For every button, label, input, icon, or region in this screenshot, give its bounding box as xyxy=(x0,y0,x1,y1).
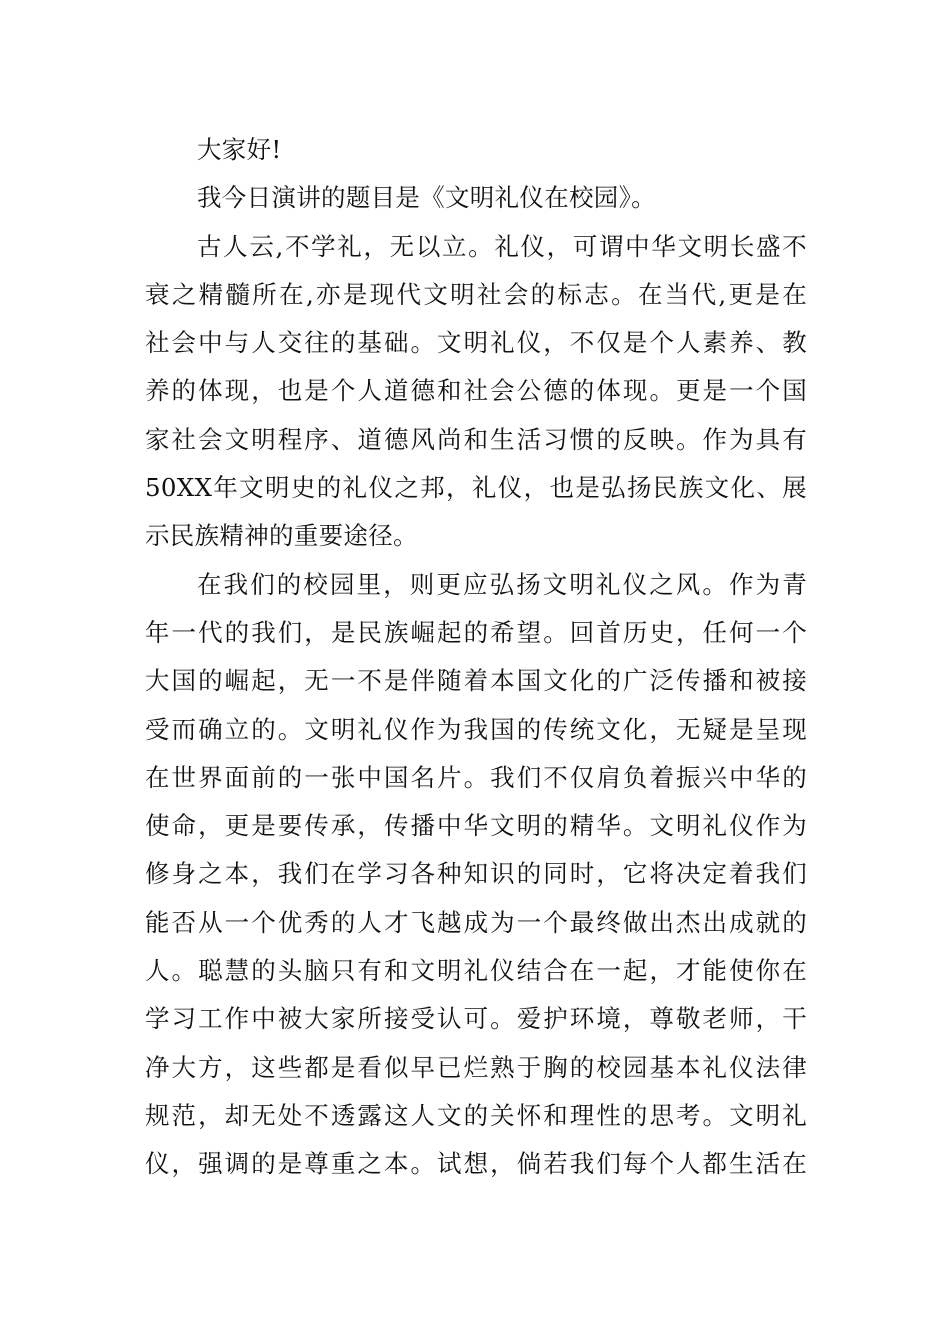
text-line: 养的体现，也是个人道德和社会公德的体现。更是一个国 xyxy=(145,376,807,406)
paragraph-campus-etiquette xyxy=(145,561,807,1189)
text-line: 古人云,不学礼，无以立。礼仪，可谓中华文明长盛不 xyxy=(197,231,807,261)
text-line: 在我们的校园里，则更应弘扬文明礼仪之风。作为青 xyxy=(197,569,807,599)
text-line: 50XX年文明史的礼仪之邦，礼仪，也是弘扬民族文化、展 xyxy=(145,473,807,503)
paragraph-etiquette-importance xyxy=(145,223,807,561)
text-line: 学习工作中被大家所接受认可。爱护环境，尊敬老师，干 xyxy=(145,1004,807,1034)
text-line: 人。聪慧的头脑只有和文明礼仪结合在一起，才能使你在 xyxy=(145,956,807,986)
text-line: 能否从一个优秀的人才飞越成为一个最终做出杰出成就的 xyxy=(145,907,807,937)
text-line: 大家好! xyxy=(197,135,282,164)
text-line: 示民族精神的重要途径。 xyxy=(145,521,418,551)
text-line: 修身之本，我们在学习各种知识的同时，它将决定着我们 xyxy=(145,859,807,889)
text-line: 社会中与人交往的基础。文明礼仪，不仅是个人素养、教 xyxy=(145,328,807,358)
text-line: 大国的崛起，无一不是伴随着本国文化的广泛传播和被接 xyxy=(145,666,807,696)
paragraph-topic xyxy=(145,174,807,222)
text-line: 衰之精髓所在,亦是现代文明社会的标志。在当代,更是在 xyxy=(145,279,807,309)
text-line: 规范，却无处不透露这人文的关怀和理性的思考。文明礼 xyxy=(145,1100,807,1130)
text-line: 年一代的我们，是民族崛起的希望。回首历史，任何一个 xyxy=(145,617,807,647)
text-line: 家社会文明程序、道德风尚和生活习惯的反映。作为具有 xyxy=(145,424,807,454)
text-line: 我今日演讲的题目是《文明礼仪在校园》。 xyxy=(197,183,656,213)
speech-body xyxy=(145,126,807,1189)
text-line: 仪，强调的是尊重之本。试想，倘若我们每个人都生活在 xyxy=(145,1149,807,1179)
text-line: 净大方，这些都是看似早已烂熟于胸的校园基本礼仪法律 xyxy=(145,1052,807,1082)
text-line: 使命，更是要传承，传播中华文明的精华。文明礼仪作为 xyxy=(145,811,807,841)
paragraph-greeting xyxy=(145,126,807,174)
text-line: 在世界面前的一张中国名片。我们不仅肩负着振兴中华的 xyxy=(145,762,807,792)
text-line: 受而确立的。文明礼仪作为我国的传统文化，无疑是呈现 xyxy=(145,714,807,744)
